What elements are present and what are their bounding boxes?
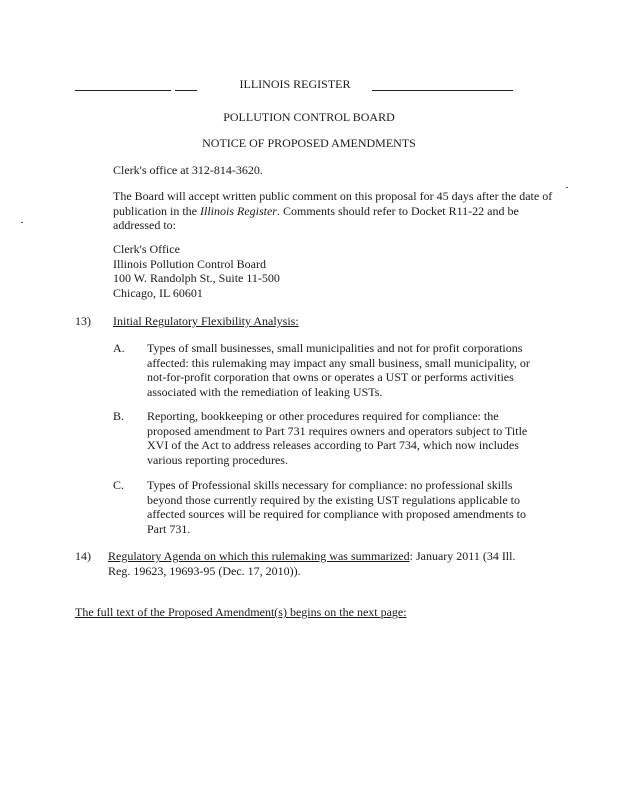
board-title-text: POLLUTION CONTROL BOARD	[223, 110, 395, 124]
register-title-text: ILLINOIS REGISTER	[239, 77, 351, 91]
section-13-item-a-letter: A.	[113, 341, 125, 355]
header-rule-right-2	[505, 90, 513, 91]
address-line-1: Clerk's Office	[113, 242, 180, 256]
notice-title-text: NOTICE OF PROPOSED AMENDMENTS	[202, 136, 416, 150]
section-13-title: Initial Regulatory Flexibility Analysis:	[113, 314, 299, 328]
board-title	[0, 110, 618, 125]
address-line-3: 100 W. Randolph St., Suite 11-500	[113, 271, 280, 285]
comment-text-1: The Board will accept written public comment on this proposal for 45 days after the date of publication in the	[113, 189, 553, 218]
section-13-item-b-text: Reporting, bookkeeping or other procedures required for compliance: the proposed amendment to Part 731 requires owners and operators subject to Title XVI of the Act to address releases according to Part 734, which now includes various reporting procedures.	[147, 409, 528, 467]
clerk-phone-line	[113, 163, 533, 178]
notice-title	[0, 136, 618, 151]
clerk-phone-text: Clerk's office at 312-814-3620.	[113, 163, 263, 177]
header-rule-left-2	[175, 90, 197, 91]
section-14-title: Regulatory Agenda on which this rulemaking was summarized	[108, 549, 410, 563]
section-13-number: 13)	[75, 314, 91, 328]
section-14-number: 14)	[75, 549, 91, 563]
section-13-item-a-text: Types of small businesses, small municipalities and not for profit corporations affected: this rulemaking may impact any small business, small municipality, or not-for-profit corporation that owns or operates a UST or performs activities associated with the remediation of leaking USTs.	[147, 341, 530, 399]
scan-speck	[566, 187, 568, 188]
section-13-item-b-letter: B.	[113, 409, 125, 423]
address-block	[113, 242, 413, 300]
section-14-text: : January 2011 (34 Ill. Reg. 19623, 19693-95 (Dec. 17, 2010)).	[108, 549, 516, 578]
footer-note: The full text of the Proposed Amendment(s) begins on the next page:	[75, 605, 407, 619]
comment-text-2: . Comments should refer to Docket R11-22 and be addressed to:	[113, 203, 519, 232]
section-13-item-c-text: Types of Professional skills necessary for compliance: no professional skills beyond those currently required by the existing UST regulations applicable to affected sources will be required for compliance with proposed amendments to Part 731.	[147, 478, 526, 536]
register-title	[220, 77, 370, 92]
comment-paragraph	[113, 189, 553, 233]
address-line-4: Chicago, IL 60601	[113, 285, 203, 300]
comment-text-italic: Illinois Register	[199, 203, 277, 218]
header-rule-left	[75, 90, 171, 91]
section-14-body	[108, 549, 538, 578]
header-rule-right	[372, 90, 508, 91]
address-line-2: Illinois Pollution Control Board	[113, 256, 267, 271]
section-13-item-c-letter: C.	[113, 478, 125, 492]
scan-speck	[21, 222, 23, 223]
